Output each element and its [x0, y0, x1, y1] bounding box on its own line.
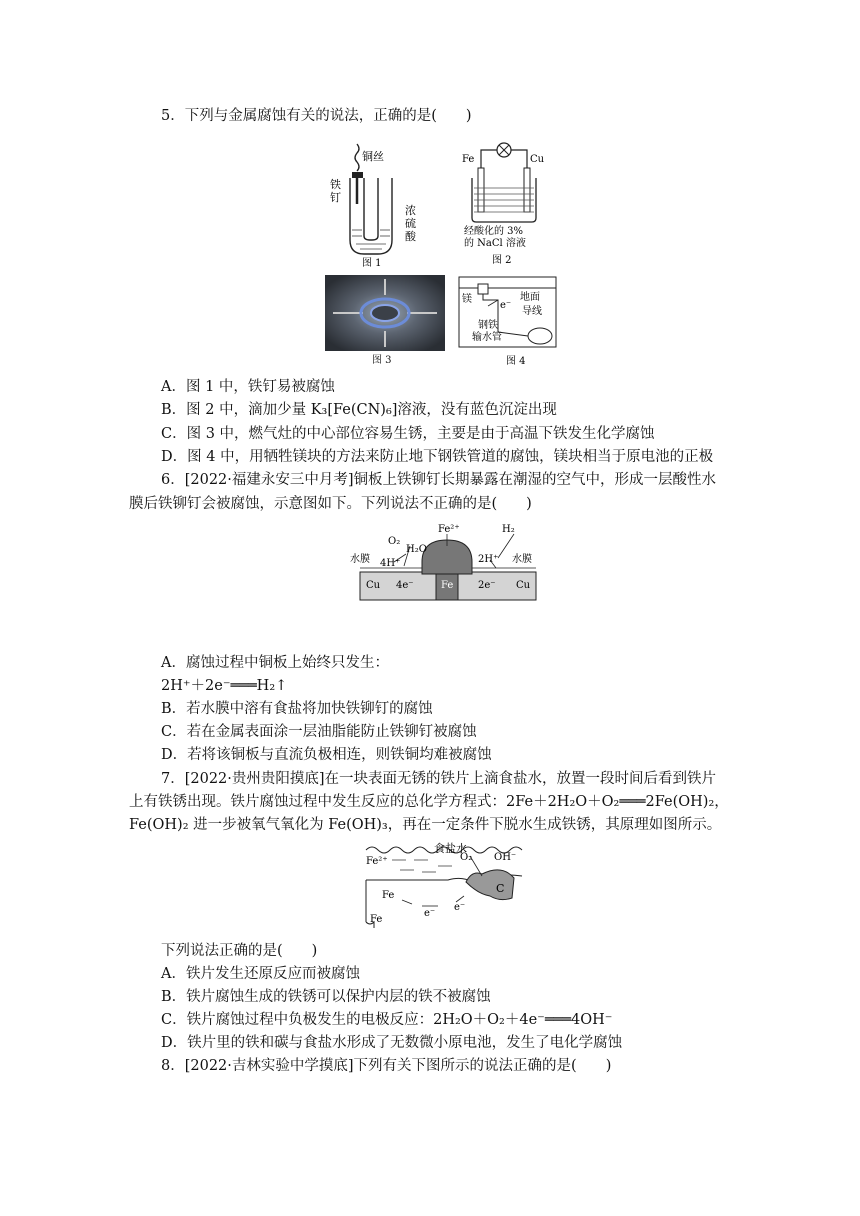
fig1-acid-2: 硫 — [405, 217, 416, 230]
figure-q7-iron — [362, 842, 528, 930]
fig1-nail-label-1: 铁 — [330, 178, 341, 191]
q6-fig-fe2: Fe²⁺ — [438, 524, 460, 535]
fig2-solution-2: 的 NaCl 溶液 — [464, 238, 526, 249]
q7-fig-o2: O₂ — [460, 852, 473, 863]
q7-option-b: B．铁片腐蚀生成的铁锈可以保护内层的铁不被腐蚀 — [161, 989, 491, 1005]
fig2-solution-1: 经酸化的 3% — [464, 226, 524, 237]
q7-fig-fe-b: Fe — [370, 914, 383, 925]
q7-stem-2: 上有铁锈出现。铁片腐蚀过程中发生反应的总化学方程式：2Fe＋2H₂O＋O₂═══2Fe(OH)₂， — [129, 794, 729, 810]
q6-option-c: C．若在金属表面涂一层油脂能防止铁铆钉被腐蚀 — [161, 724, 477, 740]
q6-fig-h2: H₂ — [502, 524, 515, 535]
q6-fig-h4: 4H⁺ — [380, 558, 401, 569]
fig1-caption: 图 1 — [362, 258, 382, 269]
fig1-acid-3: 酸 — [405, 230, 416, 243]
q6-option-b: B．若水膜中溶有食盐将加快铁铆钉的腐蚀 — [161, 701, 433, 717]
q6-fig-cu-right: Cu — [516, 580, 531, 591]
q7-fig-e-b: e⁻ — [454, 902, 466, 913]
q7-option-c: C．铁片腐蚀过程中负极发生的电极反应：2H₂O＋O₂＋4e⁻═══4OH⁻ — [161, 1012, 613, 1028]
figure-q6-rivet — [350, 522, 545, 610]
fig4-wire: 导线 — [522, 306, 542, 317]
q8-stem: 8．[2022·吉林实验中学摸底]下列有关下图所示的说法正确的是( ) — [161, 1058, 612, 1074]
fig4-e: e⁻ — [500, 300, 512, 311]
q6-fig-water-left: 水膜 — [350, 554, 370, 565]
fig4-caption: 图 4 — [506, 356, 526, 367]
q6-fig-o2: O₂ — [388, 536, 401, 547]
figure-2 — [458, 138, 548, 270]
q7-stem-3: Fe(OH)₂ 进一步被氧气氧化为 Fe(OH)₃，再在一定条件下脱水生成铁锈，其原理如图所示。 — [129, 817, 722, 833]
q5-option-b: B．图 2 中，滴加少量 K₃[Fe(CN)₆]溶液，没有蓝色沉淀出现 — [161, 402, 557, 418]
q6-fig-4e: 4e⁻ — [396, 580, 414, 591]
figure-4 — [458, 276, 558, 371]
fig4-pipe-2: 输水管 — [472, 332, 502, 343]
q7-option-a: A．铁片发生还原反应而被腐蚀 — [161, 966, 360, 982]
q7-fig-oh: OH⁻ — [494, 852, 517, 863]
q7-stem-1: 7．[2022·贵州贵阳摸底]在一块表面无锈的铁片上滴食盐水，放置一段时间后看到铁片 — [161, 771, 717, 787]
q6-option-a: A．腐蚀过程中铜板上始终只发生： — [161, 655, 389, 671]
q6-stem-1: 6．[2022·福建永安三中月考]铜板上铁铆钉长期暴露在潮湿的空气中，形成一层酸性水 — [161, 472, 717, 488]
fig1-nail-label-2: 钉 — [330, 191, 341, 204]
q5-option-a: A．图 1 中，铁钉易被腐蚀 — [161, 379, 335, 395]
fig4-ground: 地面 — [520, 292, 540, 303]
q7-fig-e-a: e⁻ — [424, 908, 436, 919]
q6-option-d: D．若将该铜板与直流负极相连，则铁铜均难被腐蚀 — [161, 747, 492, 763]
q6-fig-h2o: H₂O — [406, 544, 427, 555]
fig2-caption: 图 2 — [492, 255, 512, 266]
figure-3-photo — [325, 275, 445, 351]
fig3-caption: 图 3 — [372, 355, 392, 366]
q6-stem-2: 膜后铁铆钉会被腐蚀，示意图如下。下列说法不正确的是( ) — [129, 496, 532, 512]
q7-fig-fe-a: Fe — [382, 890, 395, 901]
q6-fig-h2plus: 2H⁺ — [478, 554, 499, 565]
q7-fig-c: C — [496, 882, 505, 895]
q6-fig-2e: 2e⁻ — [478, 580, 496, 591]
q7-option-d: D．铁片里的铁和碳与食盐水形成了无数微小原电池，发生了电化学腐蚀 — [161, 1035, 623, 1051]
q6-fig-cu-left: Cu — [366, 580, 381, 591]
q7-fig-salt-water: 食盐水 — [434, 842, 467, 855]
q6-fig-fe: Fe — [441, 580, 454, 591]
fig2-fe: Fe — [462, 154, 475, 165]
q5-stem: 5．下列与金属腐蚀有关的说法，正确的是( ) — [161, 108, 472, 124]
fig2-cu: Cu — [530, 154, 545, 165]
fig4-pipe-1: 钢铁 — [478, 320, 498, 331]
fig1-copper-label: 铜丝 — [362, 150, 384, 163]
q7-fig-fe2: Fe²⁺ — [366, 856, 388, 867]
q6-option-a-eq: 2H⁺＋2e⁻═══H₂↑ — [161, 678, 288, 694]
q5-option-d: D．图 4 中，用牺牲镁块的方法来防止地下钢铁管道的腐蚀，镁块相当于原电池的正极 — [161, 449, 714, 465]
q5-option-c: C．图 3 中，燃气灶的中心部位容易生锈，主要是由于高温下铁发生化学腐蚀 — [161, 426, 655, 442]
q6-fig-water-right: 水膜 — [512, 554, 532, 565]
fig4-mg: 镁 — [462, 294, 472, 305]
fig1-acid-1: 浓 — [405, 204, 416, 217]
q7-prompt: 下列说法正确的是( ) — [161, 943, 318, 959]
figure-1 — [320, 142, 430, 270]
